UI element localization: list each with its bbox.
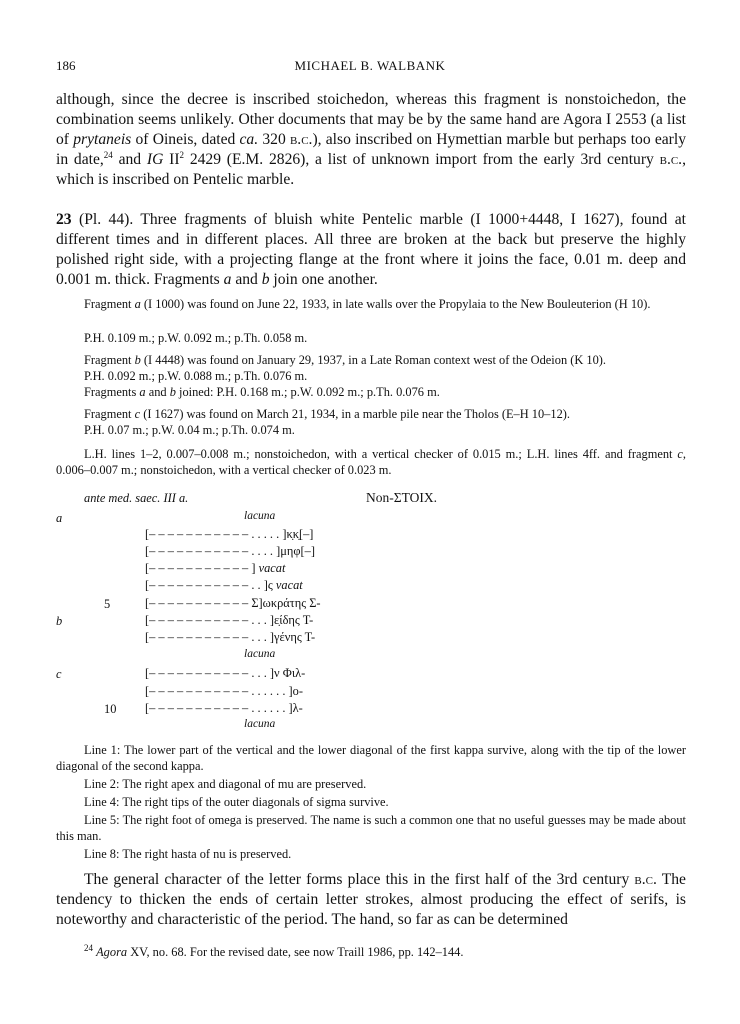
line-number-5: 5 bbox=[104, 597, 111, 611]
fragment-label-a: a bbox=[56, 511, 63, 525]
note-line-2: Line 2: The right apex and diagonal of mu are preserved. bbox=[84, 777, 367, 791]
note-line-1: Line 1: The lower part of the vertical and the lower diagonal of the first kappa survive, along with the tip of the lower diagonal of the second kappa. bbox=[56, 743, 686, 773]
inscription-line-2: [– – – – – – – – – – – . . . . ]μηφ[–] bbox=[145, 544, 315, 558]
note-line-4: Line 4: The right tips of the outer diagonals of sigma survive. bbox=[84, 795, 389, 809]
fragments-ab-joined: Fragments a and b joined: P.H. 0.168 m.; p.W. 0.092 m.; p.Th. 0.076 m. bbox=[84, 385, 440, 399]
letter-forms-paragraph: The general character of the letter forms place this in the first half of the 3rd century b.c. The tendency to thicken the ends of certain letter strokes, almost producing the effect of serifs, is noteworthy and characteristic of the period. The hand, so far as can be determined bbox=[56, 871, 686, 928]
lacuna-middle: lacuna bbox=[244, 648, 276, 660]
fragment-a-dimensions: P.H. 0.109 m.; p.W. 0.092 m.; p.Th. 0.058 m. bbox=[84, 331, 308, 345]
page-number: 186 bbox=[56, 58, 76, 73]
note-line-8: Line 8: The right hasta of nu is preserved. bbox=[84, 847, 292, 861]
footnote-ref: 24 bbox=[103, 149, 113, 160]
inscription-line-1: [– – – – – – – – – – – . . . . . ]κ̣κ̣[–] bbox=[145, 527, 314, 541]
entry-number: 23 bbox=[56, 211, 72, 228]
note-line-5: Line 5: The right foot of omega is preserved. The name is such a common one that no useful guesses may be made about this man. bbox=[56, 813, 686, 843]
entry-23-description: 23 (Pl. 44). Three fragments of bluish white Pentelic marble (I 1000+4448, I 1627), found at different times and in different places. All three are broken at the back but preserve the highly polished right side, with a projecting flange at the front where it joins the face, 0.01 m. deep and 0.001 m. thick. Fragments a and b join one another. bbox=[56, 211, 686, 288]
inscription-line-6: [– – – – – – – – – – – . . . ]ε̣ίδης Τ- bbox=[145, 613, 314, 627]
running-head: MICHAEL B. WALBANK bbox=[294, 58, 446, 73]
footnote-24: $^{24}$ Agora XV, no. 68. For the revised date, see now Traill 1986, pp. 142–144. bbox=[84, 942, 464, 959]
inscription-line-5: [– – – – – – – – – – – Σ]ωκράτης Σ- bbox=[145, 596, 321, 610]
fragment-c-provenance: Fragment c (I 1627) was found on March 21, 1934, in a marble pile near the Tholos (E–H 10–12). bbox=[84, 407, 570, 421]
line-number-10: 10 bbox=[104, 702, 117, 716]
letter-heights: L.H. lines 1–2, 0.007–0.008 m.; nonstoichedon, with a vertical checker of 0.015 m.; L.H. lines 4ff. and fragment c, 0.006–0.007 m.; nonstoichedon, with a vertical checker of 0.023 m. bbox=[56, 447, 686, 477]
lacuna-bottom: lacuna bbox=[244, 718, 276, 730]
page-header bbox=[56, 58, 684, 78]
inscription-line-10: [– – – – – – – – – – – . . . . . . ]λ- bbox=[145, 701, 303, 715]
paragraph-continuation: although, since the decree is inscribed stoichedon, whereas this fragment is nonstoichedon, the combination seems unlikely. Other documents that may be by the same hand are Agora I 2553 (a list of prytaneis of Oineis, dated ca. 320 b.c.), also inscribed on Hymettian marble but perhaps too early in date,$^{24}$ and IG $II^2$ 2429 (E.M. 2826), a list of unknown import from the early 3rd century b.c., which is inscribed on Pentelic marble. bbox=[56, 91, 687, 188]
fragment-b-provenance: Fragment b (I 4448) was found on January 29, 1937, in a Late Roman context west of the Odeion (K 10). bbox=[84, 353, 607, 367]
inscription-line-9: [– – – – – – – – – – – . . . . . . ]ο- bbox=[145, 684, 303, 698]
inscription-line-7: [– – – – – – – – – – – . . . ]γένης Τ- bbox=[145, 630, 316, 644]
fragment-label-b: b bbox=[56, 614, 63, 628]
fragment-b-dimensions: P.H. 0.092 m.; p.W. 0.088 m.; p.Th. 0.076 m. bbox=[84, 369, 308, 383]
inscription-line-8: [– – – – – – – – – – – . . . ]ν Φιλ- bbox=[145, 666, 306, 680]
fragment-a-provenance: Fragment a (I 1000) was found on June 22, 1933, in late walls over the Propylaia to the New Bouleuterion (H 10). bbox=[84, 297, 651, 311]
inscription-style: Non-ΣΤΟΙΧ. bbox=[366, 490, 437, 505]
inscription-line-4: [– – – – – – – – – – – . . ]ς vacat bbox=[145, 578, 303, 592]
fragment-c-dimensions: P.H. 0.07 m.; p.W. 0.04 m.; p.Th. 0.074 m. bbox=[84, 423, 295, 437]
lacuna-top: lacuna bbox=[244, 510, 276, 522]
inscription-date: ante med. saec. III a. bbox=[84, 491, 189, 505]
footnote-number: 24 bbox=[84, 942, 93, 953]
fragment-label-c: c bbox=[56, 667, 62, 681]
inscription-line-3: [– – – – – – – – – – – ] vacat bbox=[145, 561, 286, 575]
